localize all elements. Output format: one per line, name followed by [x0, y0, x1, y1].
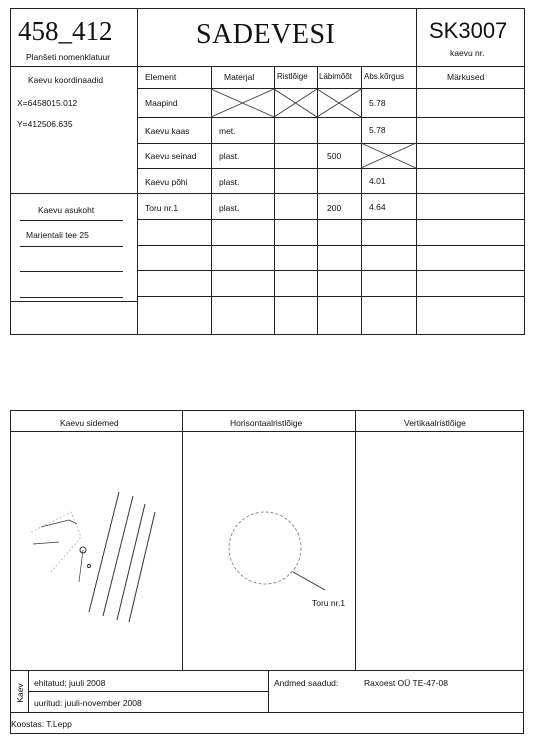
- data-from-label: Andmed saadud:: [274, 678, 339, 688]
- surveyed-date: uuritud: juuli-november 2008: [34, 698, 142, 708]
- well-id-label: kaevu nr.: [450, 48, 485, 58]
- coord-x: X=6458015.012: [17, 98, 78, 108]
- col-header-diameter: Läbimõõt: [319, 72, 352, 81]
- well-id: SK3007: [429, 18, 508, 43]
- row-elevation: 5.78: [369, 98, 386, 108]
- connections-sketch: [11, 432, 182, 670]
- built-date: ehitatud: juuli 2008: [34, 678, 106, 688]
- row-element: Maapind: [145, 98, 178, 108]
- data-from-value: Raxoest OÜ TE-47-08: [364, 678, 448, 688]
- location-address: Marientali tee 25: [26, 230, 89, 240]
- page-title: SADEVESI: [196, 19, 336, 50]
- coords-label: Kaevu koordinaadid: [28, 75, 104, 85]
- row-material: plast.: [219, 177, 240, 187]
- row-element: Kaevu seinad: [145, 151, 197, 161]
- col-header-section: Ristlõige: [277, 72, 308, 81]
- section-title-horizontal: Horisontaalristlõige: [230, 418, 303, 428]
- crossed-cells: [0, 0, 535, 340]
- section-title-connections: Kaevu sidemed: [60, 418, 119, 428]
- section-title-vertical: Vertikaalristlõige: [404, 418, 466, 428]
- row-elevation: 4.01: [369, 176, 386, 186]
- row-diameter: 500: [327, 151, 342, 161]
- location-label: Kaevu asukoht: [38, 205, 95, 215]
- row-elevation: 5.78: [369, 125, 386, 135]
- horizontal-section-sketch: [183, 432, 355, 670]
- row-diameter: 200: [327, 203, 342, 213]
- col-header-material: Materjal: [224, 72, 255, 82]
- row-elevation: 4.64: [369, 202, 386, 212]
- col-header-notes: Märkused: [447, 72, 485, 82]
- pipe-label: Toru nr.1: [312, 598, 346, 608]
- coord-y: Y=412506.635: [17, 119, 73, 129]
- nomenclature-label: Planšeti nomenklatuur: [26, 52, 111, 62]
- row-material: plast.: [219, 151, 240, 161]
- row-element: Kaevu põhi: [145, 177, 188, 187]
- row-material: met.: [219, 126, 236, 136]
- nomenclature-number: 458_412: [18, 16, 113, 46]
- footer-side-label: Kaev: [15, 683, 25, 703]
- col-header-element: Element: [145, 72, 177, 82]
- col-header-elevation: Abs.kõrgus: [364, 72, 405, 81]
- compiled-by: Koostas: T.Lepp: [11, 719, 72, 729]
- row-element: Kaevu kaas: [145, 126, 190, 136]
- row-material: plast.: [219, 203, 240, 213]
- row-element: Toru nr.1: [145, 203, 179, 213]
